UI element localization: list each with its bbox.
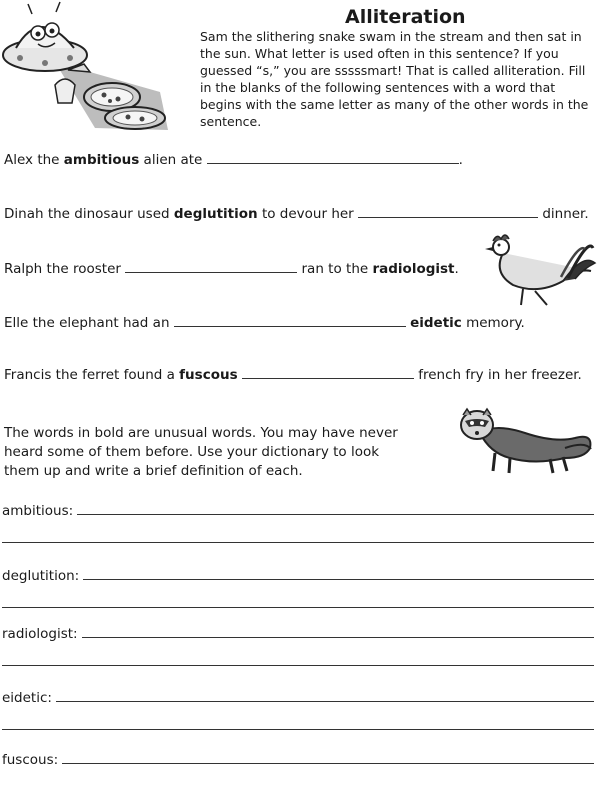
bold-word: ambitious — [63, 152, 140, 168]
definition-label: fuscous: — [2, 752, 59, 768]
definition-line[interactable] — [83, 579, 594, 580]
definition-line[interactable] — [77, 514, 594, 515]
definition-row-eidetic — [2, 690, 594, 706]
ferret-illustration — [455, 403, 595, 483]
definition-label: radiologist: — [2, 626, 78, 642]
answer-blank[interactable] — [242, 366, 414, 379]
definition-row-radiologist — [2, 626, 594, 642]
ufo-alien-illustration — [0, 0, 200, 130]
page-title: Alliteration — [345, 6, 466, 28]
sentence-5: Francis the ferret found a fuscous french fry in her freezer. — [4, 367, 582, 383]
answer-blank[interactable] — [174, 314, 406, 327]
answer-blank[interactable] — [358, 205, 538, 218]
definition-line[interactable] — [2, 542, 594, 543]
definition-line[interactable] — [2, 729, 594, 730]
definition-line[interactable] — [82, 637, 594, 638]
definition-line[interactable] — [2, 665, 594, 666]
rooster-illustration — [483, 233, 598, 308]
intro-paragraph: Sam the slithering snake swam in the stream and then sat in the sun. What letter is used often in this sentence? If you guessed “s,” you are sssssmart! That is called alliteration. Fill in the blanks of the following sentences with a word that begins with the same letter as many of the other words in the sentence. — [200, 29, 589, 129]
bold-word: radiologist — [372, 261, 455, 277]
definition-row-deglutition — [2, 568, 594, 584]
definition-label: ambitious: — [2, 503, 74, 519]
definition-label: eidetic: — [2, 690, 52, 706]
answer-blank[interactable] — [125, 260, 297, 273]
instructions-paragraph: The words in bold are unusual words. You may have never heard some of them before. Use your dictionary to look them up and write a brief definition of each. — [4, 425, 398, 479]
bold-word: eidetic — [410, 315, 462, 331]
bold-word: deglutition — [173, 206, 258, 222]
definition-row-ambitious — [2, 503, 594, 519]
definition-line[interactable] — [2, 607, 594, 608]
answer-blank[interactable] — [207, 151, 459, 164]
sentence-1: Alex the ambitious alien ate . — [4, 152, 463, 168]
bold-word: fuscous — [179, 367, 238, 383]
definition-row-fuscous — [2, 752, 594, 768]
definition-label: deglutition: — [2, 568, 80, 584]
sentence-4: Elle the elephant had an eidetic memory. — [4, 315, 525, 331]
definition-line[interactable] — [56, 701, 594, 702]
definition-line[interactable] — [62, 763, 594, 764]
sentence-2: Dinah the dinosaur used deglutition to devour her dinner. — [4, 206, 589, 222]
sentence-3: Ralph the rooster ran to the radiologist. — [4, 261, 459, 277]
